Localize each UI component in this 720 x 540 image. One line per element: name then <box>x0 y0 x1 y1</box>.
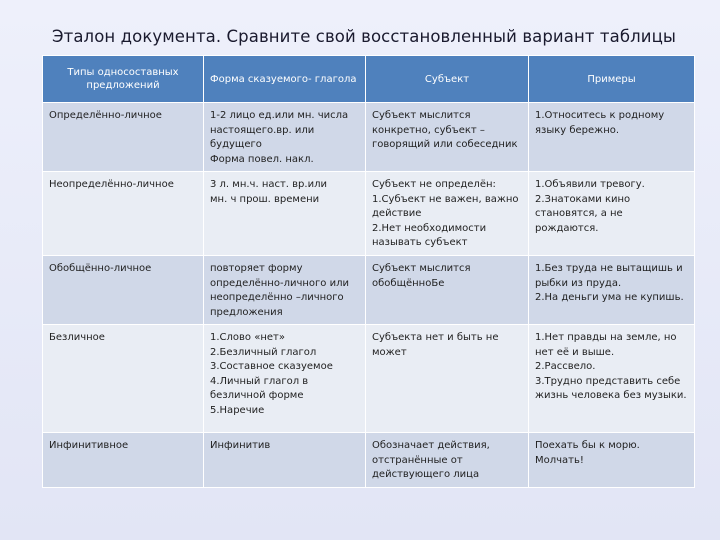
cell-line: отстранённые от <box>372 454 463 466</box>
header-examples: Примеры <box>529 56 695 103</box>
cell-line: становятся, а не рождаются. <box>535 208 623 234</box>
cell-predicate-form <box>204 103 366 172</box>
cell-line: 1.Субъект не важен, важно <box>372 193 519 205</box>
cell-line: предложения <box>210 306 283 318</box>
table-row <box>43 103 695 172</box>
cell-line: 3 л. мн.ч. наст. вр.или <box>210 179 327 190</box>
cell-line: определённо-личного или <box>210 277 349 289</box>
cell-line: Субъект не определён: <box>372 179 496 190</box>
cell-line: 5.Наречие <box>210 404 265 416</box>
header-predicate-form: Форма сказуемого- глагола <box>204 56 366 103</box>
cell-examples <box>529 103 695 172</box>
table-row <box>43 256 695 325</box>
cell-line: 2.На деньги ума не купишь. <box>535 292 684 303</box>
cell-predicate-form <box>204 256 366 325</box>
cell-line: говорящий или собеседник <box>372 139 518 150</box>
cell-line: Инфинитив <box>210 440 271 451</box>
cell-line: 2.Рассвело. <box>535 361 596 372</box>
cell-examples <box>529 256 695 325</box>
cell-sentence-type: Обобщённо-личное <box>43 256 204 325</box>
table-row <box>43 433 695 488</box>
cell-line: рыбки из пруда. <box>535 277 622 289</box>
cell-line: может <box>372 346 407 358</box>
cell-line: конкретно, субъект – <box>372 124 485 136</box>
cell-subject <box>366 172 529 256</box>
cell-line: 3.Трудно представить себе <box>535 375 681 387</box>
cell-line: 2.Знатоками кино <box>535 193 631 205</box>
cell-examples <box>529 433 695 488</box>
cell-line: 3.Составное сказуемое <box>210 361 333 372</box>
cell-line: 1.Нет правды на земле, но <box>535 332 677 343</box>
cell-subject <box>366 256 529 325</box>
cell-examples <box>529 325 695 433</box>
cell-predicate-form <box>204 325 366 433</box>
table-body <box>43 103 695 488</box>
cell-line: действие <box>372 208 422 219</box>
cell-line: Поехать бы к морю. <box>535 440 640 451</box>
cell-line: языку бережно. <box>535 124 620 136</box>
cell-sentence-type: Определённо-личное <box>43 103 204 172</box>
header-sentence-types: Типы односоставных предложений <box>43 56 204 103</box>
one-member-sentences-table <box>42 55 695 488</box>
cell-line: 1.Относитесь к родному <box>535 110 665 121</box>
table-header-row <box>43 56 695 103</box>
cell-line: настоящего.вр. или <box>210 124 315 136</box>
cell-subject <box>366 325 529 433</box>
cell-line: 2.Безличный глагол <box>210 346 317 358</box>
cell-line: неопределённо –личного <box>210 292 344 303</box>
cell-predicate-form <box>204 172 366 256</box>
cell-line: действующего лица <box>372 469 480 480</box>
cell-sentence-type: Безличное <box>43 325 204 433</box>
cell-line: жизнь человека без музыки. <box>535 390 687 401</box>
cell-line: обобщённоБе <box>372 277 445 289</box>
cell-predicate-form <box>204 433 366 488</box>
cell-line: повторяет форму <box>210 263 303 274</box>
cell-line: 2.Нет необходимости <box>372 222 487 234</box>
cell-line: мн. ч прош. времени <box>210 193 320 205</box>
cell-sentence-type: Инфинитивное <box>43 433 204 488</box>
header-subject: Субъект <box>366 56 529 103</box>
cell-line: безличной форме <box>210 390 304 401</box>
cell-subject <box>366 103 529 172</box>
cell-line: 1.Объявили тревогу. <box>535 179 645 190</box>
cell-line: Субъект мыслится <box>372 110 471 121</box>
cell-line: 1-2 лицо ед.или мн. числа <box>210 110 349 121</box>
cell-line: будущего <box>210 139 262 150</box>
cell-line: 1.Без труда не вытащишь и <box>535 263 683 274</box>
cell-examples <box>529 172 695 256</box>
cell-line: называть субъект <box>372 237 468 248</box>
cell-line: Субъекта нет и быть не <box>372 332 499 343</box>
cell-line: Обозначает действия, <box>372 440 490 451</box>
cell-sentence-type: Неопределённо-личное <box>43 172 204 256</box>
table-row <box>43 325 695 433</box>
page-title: Эталон документа. Сравните свой восстановленный вариант таблицы <box>52 27 677 46</box>
cell-line: 4.Личный глагол в <box>210 375 309 387</box>
cell-line: Молчать! <box>535 454 584 466</box>
cell-subject <box>366 433 529 488</box>
cell-line: 1.Слово «нет» <box>210 332 285 343</box>
cell-line: Форма повел. накл. <box>210 153 314 165</box>
cell-line: нет её и выше. <box>535 346 615 358</box>
table-row <box>43 172 695 256</box>
cell-line: Субъект мыслится <box>372 263 471 274</box>
